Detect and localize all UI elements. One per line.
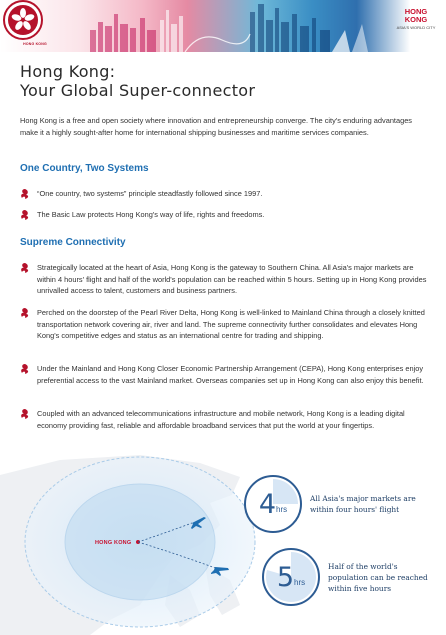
stat-description: Half of the world's population can be reached within five hours <box>328 561 428 593</box>
stat-description: All Asia's major markets are within four hours' flight <box>310 494 416 514</box>
bauhinia-bullet-icon <box>20 189 30 199</box>
stat-five-hours <box>262 548 438 606</box>
brand-logo <box>396 8 436 34</box>
page-title <box>20 62 255 100</box>
list-item-text: “One country, two systems” principle steadfastly followed since 1997. <box>37 189 263 198</box>
stat-four-hours <box>244 475 420 533</box>
bauhinia-bullet-icon <box>20 308 30 318</box>
stat-unit: hrs <box>294 577 306 587</box>
bauhinia-bullet-icon <box>20 263 30 273</box>
skyline-illustration <box>0 0 446 52</box>
title-line-2: Your Global Super-connector <box>20 81 256 100</box>
brand-tagline: ASIA'S WORLD CITY <box>396 25 436 30</box>
list-item <box>20 262 428 297</box>
list-item-text: Under the Mainland and Hong Kong Closer Economic Partnership Arrangement (CEPA), Hong Kong enterprises enjoy preferential access to the vast Mainland market. Overseas companies set up in Hong Kong can also enjoy this benefit. <box>37 364 424 385</box>
list-item <box>20 363 428 386</box>
section-heading-one-country: One Country, Two Systems <box>20 163 149 174</box>
stat-clock-icon <box>262 548 320 606</box>
list-item-text: The Basic Law protects Hong Kong's way of life, rights and freedoms. <box>37 210 265 219</box>
stat-clock-icon <box>244 475 302 533</box>
list-item <box>20 209 428 221</box>
brand-name: HONG KONG <box>404 7 428 24</box>
list-item-text: Strategically located at the heart of Asia, Hong Kong is the gateway to Southern China. All Asia's major markets are within 4 hours' flight and half of the world's population can be reached within 5 hours. Setting up in Hong Kong provides unrivalled access to talent, customers and business partners. <box>37 263 427 296</box>
list-item-text: Perched on the doorstep of the Pearl River Delta, Hong Kong is well-linked to Mainland China through a closely knitted transportation network covering air, river and land. The supreme connectivity further consolidates and elevates Hong Kong's competitive edges and status as an international centre for trading and shipping. <box>37 308 425 341</box>
hksar-emblem-icon <box>0 0 46 44</box>
bauhinia-bullet-icon <box>20 210 30 220</box>
bauhinia-bullet-icon <box>20 409 30 419</box>
map-city-label: HONG KONG <box>95 540 132 546</box>
bauhinia-bullet-icon <box>20 364 30 374</box>
list-item <box>20 408 428 431</box>
title-line-1: Hong Kong: <box>20 62 116 81</box>
list-item <box>20 307 428 342</box>
section-heading-supreme-connectivity: Supreme Connectivity <box>20 237 126 248</box>
list-item <box>20 188 428 200</box>
emblem-caption: HONG KONG <box>23 42 47 46</box>
stat-number: 5 <box>276 561 295 593</box>
stat-unit: hrs <box>276 504 288 514</box>
list-item-text: Coupled with an advanced telecommunications infrastructure and mobile network, Hong Kong is a leading digital economy providing fast, reliable and affordable broadband services that put the world at your fingertips. <box>37 409 405 430</box>
header-banner <box>0 0 446 52</box>
stat-number: 4 <box>258 488 277 520</box>
intro-paragraph: Hong Kong is a free and open society where innovation and entrepreneurship converge. The city's enduring advantages make it a highly sought-after home for international shipping businesses and maritime services companies. <box>20 116 413 137</box>
